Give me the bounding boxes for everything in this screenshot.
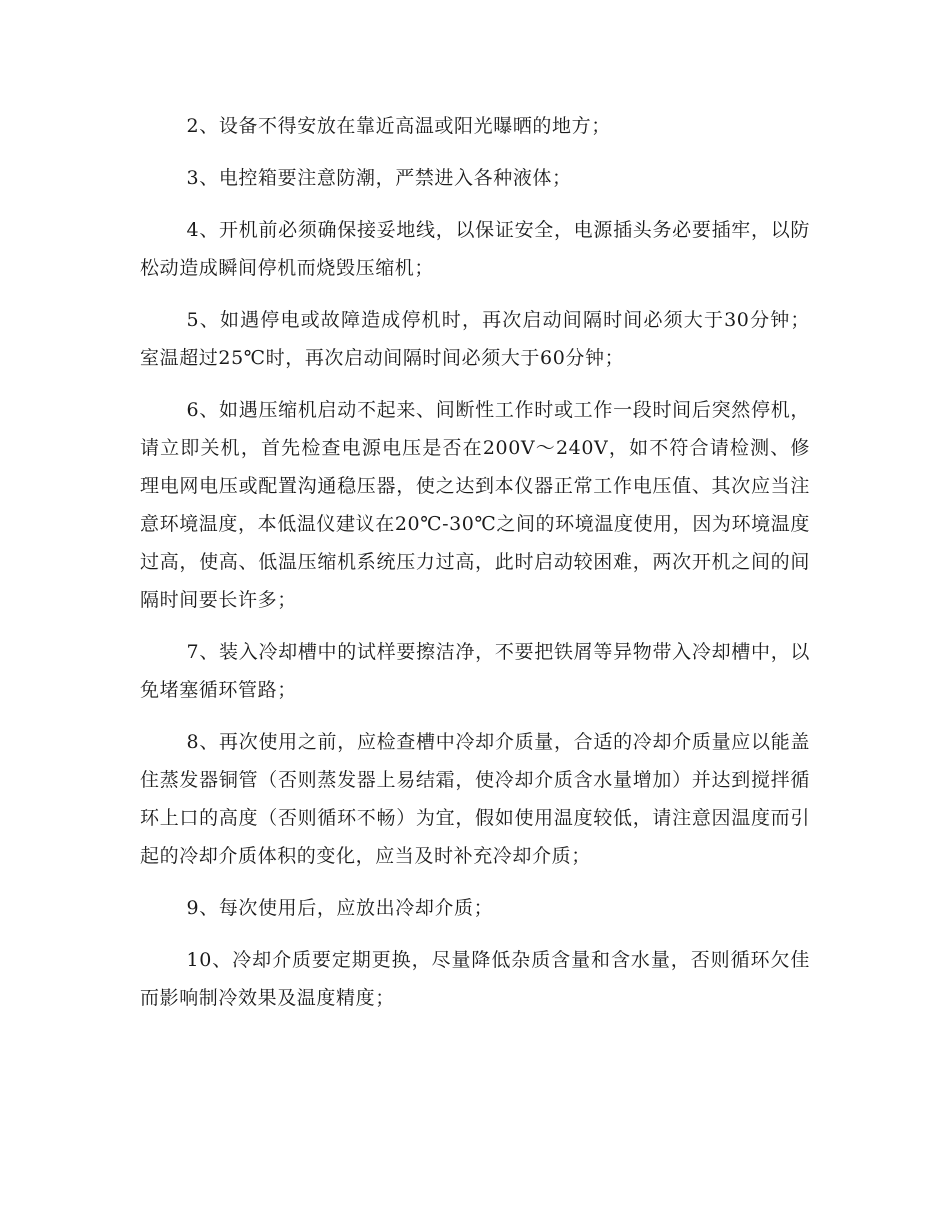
paragraph-item-9: 9、每次使用后，应放出冷却介质； xyxy=(186,897,494,919)
paragraph-item-2: 2、设备不得安放在靠近高温或阳光曝晒的地方； xyxy=(186,115,611,137)
paragraph-item-10: 10、冷却介质要定期更换，尽量降低杂质含量和含水量，否则循环欠佳而影响制冷效果及温度精度； xyxy=(140,949,810,1009)
paragraph-item-3: 3、电控箱要注意防潮，严禁进入各种液体； xyxy=(186,167,572,189)
paragraph-item-7: 7、装入冷却槽中的试样要擦洁净，不要把铁屑等异物带入冷却槽中，以免堵塞循环管路； xyxy=(140,641,810,701)
paragraph-item-6: 6、如遇压缩机启动不起来、间断性工作时或工作一段时间后突然停机，请立即关机，首先检查电源电压是否在200V～240V，如不符合请检测、修理电网电压或配置沟通稳压器，使之达到本仪器正常工作电压值、其次应当注意环境温度，本低温仪建议在20℃-30℃之间的环境温度使用，因为环境温度过高，使高、低温压缩机系统压力过高，此时启动较困难，两次开机之间的间隔时间要长许多； xyxy=(140,399,810,611)
paragraph-item-5: 5、如遇停电或故障造成停机时，再次启动间隔时间必须大于30分钟；室温超过25℃时，再次启动间隔时间必须大于60分钟； xyxy=(140,309,810,369)
paragraph-item-4: 4、开机前必须确保接妥地线，以保证安全，电源插头务必要插牢，以防松动造成瞬间停机而烧毁压缩机； xyxy=(140,219,810,279)
document-body xyxy=(140,107,810,1031)
paragraph-item-8: 8、再次使用之前，应检查槽中冷却介质量，合适的冷却介质量应以能盖住蒸发器铜管（否则蒸发器上易结霜，使冷却介质含水量增加）并达到搅拌循环上口的高度（否则循环不畅）为宜，假如使用温度较低，请注意因温度而引起的冷却介质体积的变化，应当及时补充冷却介质； xyxy=(140,731,810,867)
